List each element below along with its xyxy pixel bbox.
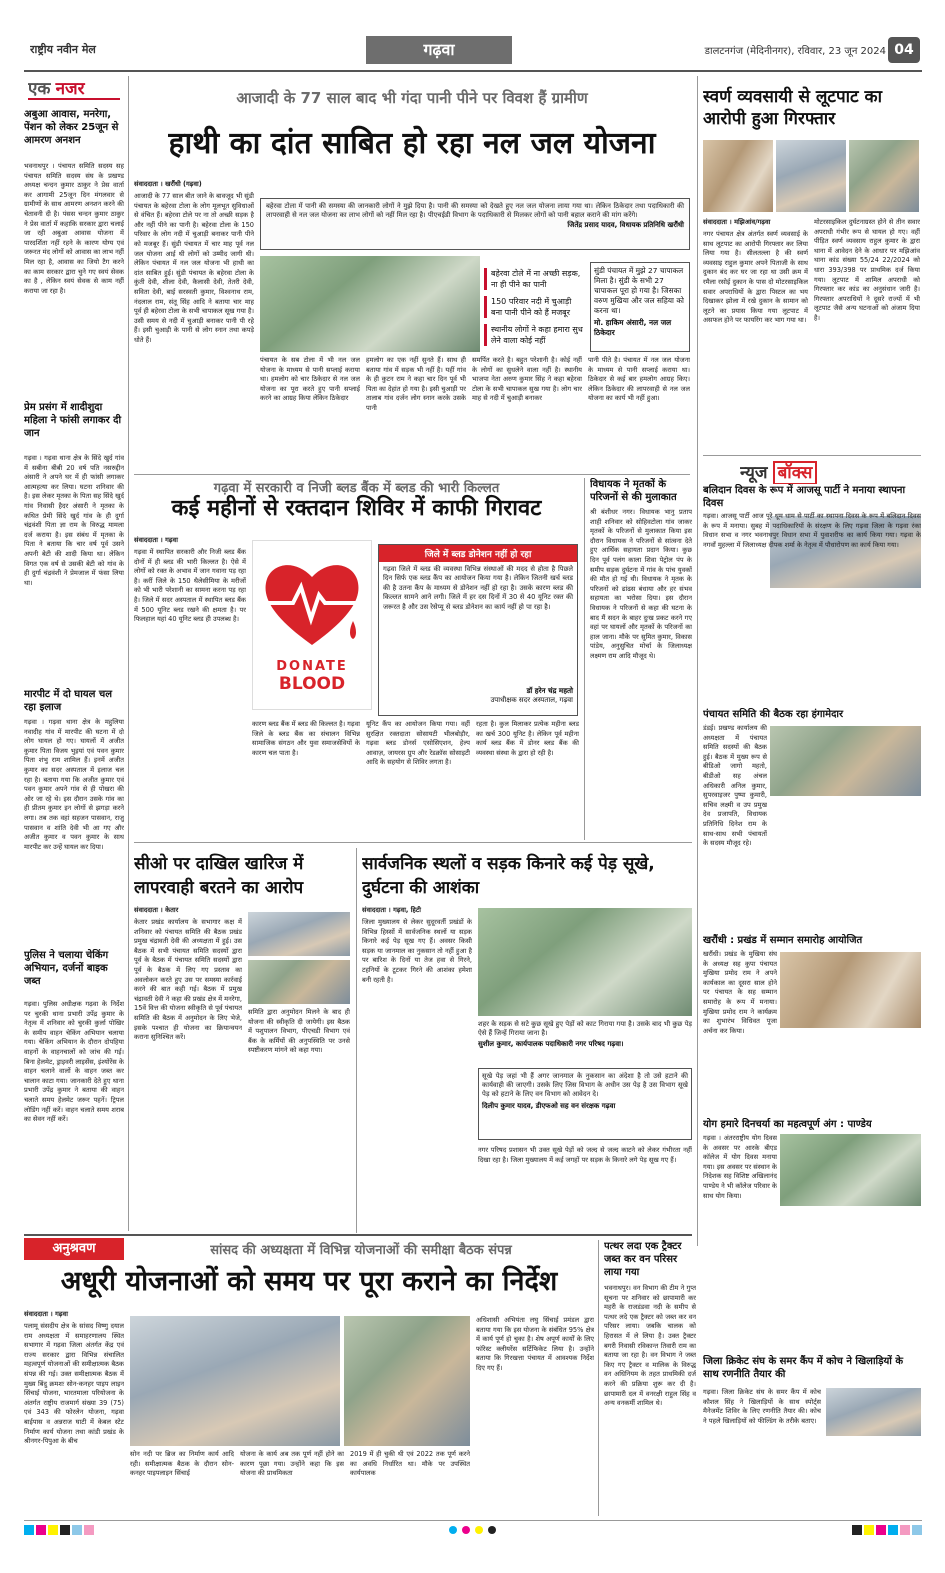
news-box-item2-title: पंचायत समिति की बैठक रहा हंगामेदार <box>703 709 844 720</box>
heart-pulse-icon <box>253 547 371 657</box>
blood-box-body: गढ़वा जिले में ब्लड की व्यवस्था विभिन्न संस्थाओं की मदद से होता है पिछले दिन सिर्फ एक ब्लड कैंप का आयोजन किया गया है। लेकिन जितनी खर्च ब्लड की है उतना कैंप के माध्यम से डोनेशन नहीं हो रहा है। उसके कारण ब्लड की किल्लत सामने आने लगी। जिले में हर दस दिनों में 30 से 40 यूनिट रक्त की जरूरत है और उस रेसेप्यू से ब्लड डोनेशन का कार्य नहीं हो पा रहा है। <box>383 565 573 611</box>
ek-nazar-item3-body: गढ़वा । गढ़वा थाना क्षेत्र के महुलिया नवादीह गांव में मारपीट की घटना में दो लोग घायल हो गए। घायलों में अजीत कुमार पिता विजय भुइयां एवं पवन कुमार पिता शंभु राम शामिल हैं। इनमें अजीत कुमार का सदर अस्पताल में इलाज चल रहा है। बताया गया कि अजीत कुमार एवं पवन कुमार अपने गांव से ही पोखरा की ओर जा रहे थे। इस दौरान उसके गांव का ही प्रीतम कुमार इन लोगों से झगड़ा करने लगा। तब तक वहां सहजन पासवान, राजु पासवान व शांति देवी भी आ गए और अजीत कुमार व पवन कुमार के साथ मारपीट कर उन्हें घायल कर दिया। <box>24 718 124 851</box>
lead-body-4: समर्पित करते है। बहुत परेशानी है। कोई नहीं के लोगों का सुधलेने वाला नहीं है। स्थानीय भाजपा नेता अरुण कुमार सिंह ने कहा बहेरवा टोला के सभी चापाकल सुख गया है। लोग चार माह से नदी में चुआड़ी बनाकर <box>472 356 582 403</box>
news-box-item3-title: खरौंधी : प्रखंड में सम्मान समारोह आयोजित <box>703 935 863 946</box>
robbery-body-1: नगर पंचायत क्षेत्र अंतर्गत स्वर्ण व्यवसाई के साथ लूटपाट का आरोपी गिरफ्तार कर लिया लिया गया है। सीलतल्ला है की स्वर्ण व्यवसाइ राहुल कुमार अपने पिताजी के साथ दुकान बंद कर घर जा रहा था उसी क्रम में रमैला रसोई दुकान के पास दो मोटरसाइकिल सवार अपराधियों के द्वारा पिस्टल का भय दिखाकर झोला में रखे दुकान के सामान को लूटने का प्रयास किया गया लूटपाट में असफल होने पर फायरिंग कर भाग गया था। <box>703 230 808 325</box>
blood-headline: कई महीनों से रक्तदान शिविर में काफी गिरावट <box>171 496 542 521</box>
lead-quote: बहेरवा टोला में पानी की समस्या की जानकारी लोगों ने मुझे दिया है। पानी की समस्या को देखते हुए नल जल योजना लाया गया था। लेकिन ठिकेदार तथा पदाधिकारी की लापरवाही से नल जल योजना का लाभ लोगों को नहीं मिल रहा है। पीएचईडी विभाग के पदाधिकारी से मिलकर लोगों को पानी बहाल कराने की मांग करेंगे। <box>266 202 684 219</box>
trees-dateline: संवाददाता । गढ़वा, हिटी <box>362 906 421 914</box>
lead-headline: हाथी का दांत साबित हो रहा नल जल योजना <box>168 126 656 161</box>
lead-side-quote-text: सुंडी पंचायत में मुझे 27 चापाकल मिला है। सुंडी के सभी 27 चापाकल पूरा हो गया है। जिसका वरुण मुखिया और जल सहिया को करना था। <box>594 266 684 315</box>
lead-quote-box <box>260 198 690 250</box>
trees-body-3: नगर परिषद प्रशासन भी उक्त सूखे पेड़ों को जल्द से जल्द काटने को लेकर गंभीरता नहीं दिखा रहा है। जिला मुख्यालय में कई जगहों पर सड़क के किनारे लगे पेड़ सूख गए हैं। <box>478 1146 692 1164</box>
news-box-label-b: बॉक्स <box>773 461 818 484</box>
donate-blood-text <box>253 659 371 694</box>
robbery-photo-2 <box>776 140 846 212</box>
bottom-rule <box>24 1234 692 1236</box>
news-box-item1-body: गढ़वा। आजसू पार्टी आज पूरे धूम धाम से पार्टी का स्थापना दिवस के रूप में बलिदान दिवस के रूप में मनाया। सुबह में पदाधिकारियों के संरक्षण के लिए गढ़वा जिला के गढ़वा रंका विधान सभा व नगर भवनाथपुर विधान सभा में युवाशरीफ का कार्य किया गया। गढ़वा के नगवाँ मुहल्ला में जिलाध्यक्ष दीपक शर्मा के नेतृत्व में पौधारोपण का कार्य किया गया। <box>703 512 921 549</box>
right-divider <box>697 76 698 1246</box>
tractor-body: भवनाथपुर। वन विभाग की टीम ने गुप्त सूचना पर शनिवार को छापामारी कर महरी के राजडंडवा नदी के समीप से पत्थर लदे एक ट्रैक्टर को जब्त कर वन परिसर लाया। जबकि चालक को हिरासत में ले लिया है। उक्त ट्रैक्टर बगरी निवासी रविकान्त तिवारी राम का बताया जा रहा है। वन विभाग ने जब्त किए गए ट्रैक्टर व मालिक के विरुद्ध वन अधिनियम के तहत प्राथमिकी दर्ज करने की प्रक्रिया शुरू कर दी है। छापामारी दल में वनरक्षी राहुल सिंह व अन्य वनकर्मी शामिल थे। <box>604 1284 696 1408</box>
blood-text: BLOOD <box>278 674 346 694</box>
anushravan-label: अनुश्रवण <box>24 1238 124 1260</box>
anushravan-body-5: 2019 में ही चुकी थी एवं 2022 तक पूर्ण करने का अवधि निर्धारित था। मौके पर उपस्थित कार्यपालक <box>350 1450 470 1478</box>
registration-marks <box>449 1526 498 1534</box>
blood-body-2: कारण ब्लड बैंक में ब्लड की किल्लत है। गढ़वा जिले के ब्लड बैंक का संचालन विभिन्न सामाजिक संगठन और युवा समाजसेवियों के कारण चल पाता है। <box>252 720 360 757</box>
anushravan-body-4: अधिशासी अभियंता लघु सिंचाई प्रमंडल द्वारा बताया गया कि इस योजना के संबंधित 95% क्षेत्र में कार्य पूर्ण हो चुका है। शेष अपूर्ण कार्यों के लिए फॉरेस्ट क्लीयरेंस सर्टिफिकेट लिया है। उन्होंने बताया कि गिरखत्ता पंचायत में आवश्यक निर्देश दिए गए हैं। <box>476 1316 594 1372</box>
ek-nazar-item4-title: पुलिस ने चलाया चेकिंग अभियान, दर्जनों बाइक जब्त <box>24 950 109 987</box>
lead-body-1: आजादी के 77 साल बीत जाने के बावजूद भी सुंडी पंचायत के बहेरवा टोला के लोग मूलभूत सुविधाओं से वंचित हैं। बहेरवा टोले पर ना तो अच्छी सड़क है और नहीं पीने का पानी है। बहेरवा टोला के 150 परिवार के लोग नदी में चुआड़ी बनाकर पानी पीने को मजबूर हैं। सुंडी पंचायत में चार माह पूर्व नल जल योजना आई थी लोगों को उम्मीद जागी थी। लेकिन पंचायत में नल जल योजना भी हाथी का दांत साबित हुई। सुंडी पंचायत के बहेरवा टोला के कुंती देवी, शीला देवी, कैलासी देवी, तेतरी देवी, सविता देवी, बाई सरस्वती कुमार, विश्वनाथ राम, नंदलाल राम, संतू सिंह आदि ने बताया चार माह पूर्व ही बहेरवा टोला के सभी चापाकल सूख गया है। उसी समय से नदी में चुआड़ी बनाकर पानी पी रहे हैं। इसी चुआड़ी के पानी से लोग स्नान तथा कपड़े धोते हैं। <box>134 192 254 344</box>
trees-photo <box>478 908 692 1016</box>
news-box-item4-photo <box>780 1134 921 1206</box>
cio-dateline: संवाददाता । केतार <box>134 906 179 914</box>
news-box-item3-body: खरौंधी। प्रखंड के मुखिया संघ के अध्यक्ष सह कुपा पंचायत मुखिया प्रमोद राम ने अपने कार्यकाल का दूसरा साल होने पर पंचायत के सह सम्मान समारोह के रूप में मनाया। मुखिया प्रमोद राम ने कार्यक्रम का शुभारंभ विधिवत पूजा अर्चना कर किया। <box>703 950 777 1035</box>
news-box-item5-photo <box>826 1388 921 1436</box>
ek-nazar-item3-title: मारपीट में दो घायल चल रहा इलाज <box>24 689 112 713</box>
trees-caption-text: शहर के सड़क से सटे कुछ सूखे हुए पेड़ों को काट गिराया गया है। उसके बाद भी कुछ पेड़ ऐसे हैं जिन्हें गिराया जाना है। <box>478 1020 692 1038</box>
anushravan-kicker: सांसद की अध्यक्षता में विभिन्न योजनाओं की समीक्षा बैठक संपन्न <box>210 1243 512 1258</box>
ek-nazar-item4-body: गढ़वा। पुलिस अधीक्षक गढ़वा के निर्देश पर चुरकी थाना प्रभारी उपेंद्र कुमार के नेतृत्व में शनिवार को चुरकी कुर्ला पोखिर के समीप वाहन चेकिंग अभियान चलाया गया। चेकिंग अभियान के दौरान दोपहिया वाहनों के वाहनचालों को जांच की गई। बिना हेलमेट, ड्राइवरी लाइसेंस, इंश्योरेंस के वाहन चलाने वालों के वाहन जब्त कर चालान काटा गया। जानकारी देते हुए थाना प्रभारी उपेंद्र कुमार ने बताया की वाहन चलाते समय हेलमेट जरूर पहनें। ट्रिपल लोडिंग नहीं करें। वाहन चलाते समय शराब का सेवन नहीं करें। <box>24 1000 124 1124</box>
news-box-item3-photo <box>780 952 921 1028</box>
lead-body-5: पानी पीते है। पंचायत में नल जल योजना के माध्यम से पानी सप्लाई कराया था। ठिकेदार से कई बार हमलोग आग्रह किए। लेकिन ठिकेदार की लापरवाही से नल जल योजना का कार्य भी नहीं हुआ। <box>588 356 690 403</box>
lead-photo-villagers <box>260 256 480 352</box>
robbery-dateline: संवाददाता । मझिआंव/गढ़वा <box>703 218 771 226</box>
anushravan-body-1: पलामू संसदीय क्षेत्र के सांसद विष्णु दयाल राम अध्यक्षता में समाहरणालय स्थित सभागार में गढ़वा जिला अंतर्गत केंद्र एवं राज्य सरकार द्वारा विभिन्न संचालित महत्वपूर्ण योजनाओं की समीक्षात्मक बैठक संपन्न की गई। उक्त समीक्षात्मक बैठक में मुख्य बिंदु क्रमशः सोन-कनहर पाइप लाइन सिंचाई योजना, भारतमाला परियोजना के अंतर्गत राष्ट्रीय राजमार्ग संख्या 39 (75) एवं 343 की फोरलेन योजना, गढ़वा बाईपास व अन्नराज घाटी में केबल स्टेट निर्माण कार्य योजना तथा कांडी प्रखंड के श्रीनगर-पिपुआ के बीच <box>24 1322 124 1446</box>
blood-box <box>378 544 578 716</box>
registration-bar <box>24 1524 922 1536</box>
trees-caption-by: सुशील कुमार, कार्यपालक पदाधिकारी नगर परिषद गढ़वा। <box>478 1040 624 1049</box>
ek-nazar-item2-body: गढ़वा । गढ़वा थाना क्षेत्र के सिंदे खुर्द गांव में सबीना बीबी 20 वर्ष पति नसरुद्दीन अंसारी ने अपने घर में ही फांसी लगाकर आत्महत्या कर लिया। घटना शनिवार की है। इस लेकर मृतका के पिता सह सिंदे खुर्द गांव निवासी हैदर अंसारी ने मृतका के कथित प्रेमी सिंदे खुर्द गांव के ही दुर्गा चंद्रवंशी पिता ज्ञा राम के विरुद्ध मामला दर्ज कराया है। इस संबंध में मृतका के पिता ने बताया कि चार वर्ष पूर्व उसने अपनी बेटी की शादी किया था। लेकिन विगत एक वर्ष से उसकी बेटी को गांव के ही दुर्गा चंद्रवंशी ने प्रेमजाल में फंसा लिया था। <box>24 454 124 587</box>
anushravan-dateline: संवाददाता । गढ़वा <box>24 1310 68 1318</box>
ek-nazar-column <box>24 76 124 1231</box>
news-box-item2-body: डंडई। प्रखण्ड कार्यालय की अध्यक्षता में पंचायत समिति सदस्यों की बैठक हुई। बैठक में मुख्य रूप से बीडिओ जागो महतो, बीडीओ सह अंचल अधिकारी अनिल कुमार, सुपरवाइजर पुष्पा कुमारी, सचिव लक्ष्मी व उप प्रमुख देव प्रजापति, विधायक प्रतिनिधि दिनेश राम के साथ-साथ सभी पंचायतों के सदस्य मौजूद रहे। <box>703 724 767 848</box>
ek-nazar-item1-body: भवनाथपुर । पंचायत समिति सदस्य सह पंचायत समिति सदस्य संघ के प्रखण्ड अध्यक्ष चन्दन कुमार ठाकुर ने प्रेस वार्ता कर आगामी 25जून दिन मंगलवार से ग्रामीणों के साथ आमरण अनशन करने की चेतावनी दी है। पंसस चन्दन कुमार ठाकुर ने प्रेस वार्ता में कहाकि सरकार द्वारा चलाई जा रही अबुआ आवास योजना में पारदर्शिता नहीं रहने के कारण योग्य एवं जरूरत मंद लोगों को आवास का लाभ नहीं मिल रहा है, आवास का जियो टैग करने का काम सरकार द्वारा चुने गए स्वयं सेवक का है , लेकिन स्वयं सेवक से काम नहीं कराया जा रहा है। <box>24 162 124 295</box>
news-box-item5-title: जिला क्रिकेट संघ के समर कैंप में कोच ने खिलाड़ियों के साथ रणनीति तैयार की <box>703 1356 904 1380</box>
mid-rule <box>134 842 692 843</box>
color-swatches-right <box>852 1525 922 1535</box>
news-box-item1-title: बलिदान दिवस के रूप में आजसू पार्टी ने मनाया स्थापना दिवस <box>703 485 906 509</box>
trees-headline: सार्वजनिक स्थलों व सड़क किनारे कई पेड़ सूखे, दुर्घटना की आशंका <box>362 854 655 898</box>
anushravan-photo-1 <box>130 1316 340 1446</box>
news-box-label-a: न्यूज <box>740 463 768 483</box>
footer-rule <box>24 1520 922 1521</box>
anushravan-headline: अधूरी योजनाओं को समय पर पूरा कराने का निर्देश <box>60 1266 558 1297</box>
paper-name: राष्ट्रीय नवीन मेल <box>30 43 96 56</box>
left-divider <box>128 76 129 1231</box>
news-box-label <box>740 460 890 484</box>
blood-graphic <box>252 540 372 710</box>
news-box-item5-body: गढ़वा। जिला क्रिकेट संघ के समर कैंप में कोच कौशल सिंह ने खिलाड़ियों के साथ स्पोर्ट्स मैनेजमेंट शिविर के लिए रणनीति तैयार की। कोच ने पहले खिलाड़ियों को फील्डिंग के तरीके बताए। <box>703 1388 821 1425</box>
masthead-rule <box>24 70 922 72</box>
blood-body-4: रहता है। कुल मिलाकर प्रत्येक महीना ब्लड का खर्च 300 यूनिट है। लेकिन पूर्व महीना कार्य ब्लड बैंक में डोनर ब्लड बैंक की व्यवस्था संस्था के द्वारा हो रही है। <box>476 720 579 757</box>
robbery-rule <box>703 455 921 456</box>
blood-box-by1: डॉ हरेन चंद्र महतो <box>526 686 573 695</box>
lead-bullet-3: स्थानीय लोगों ने कहा हमारा सुध लेने वाला कोई नहीं <box>484 324 584 346</box>
trees-caption <box>478 1020 692 1062</box>
anushravan-body-2: सोन नदी पर ब्रिज का निर्माण कार्य आदि रही। समीक्षात्मक बैठक के दौरान सोन-कनहर पाइपलाइन सिंचाई <box>130 1450 234 1478</box>
cio-headline: सीओ पर दाखिल खारिज में लापरवाही बरतने का आरोप <box>134 854 304 898</box>
robbery-photo-1 <box>703 140 773 212</box>
blood-dateline: संवाददाता । गढ़वा <box>134 536 178 544</box>
cio-photo-1 <box>248 912 350 956</box>
ek-nazar-item1-title: अबुआ आवास, मनरेगा, पेंशन को लेकर 25जून से आमरण अनशन <box>24 109 119 146</box>
lead-bullets <box>484 268 584 346</box>
tractor-headline: पत्थर लदा एक ट्रैक्टर जब्त कर वन परिसर लाया गया <box>604 1241 682 1278</box>
ek-nazar-item2-title: प्रेम प्रसंग में शादीशुदा महिला ने फांसी लगाकर दी जान <box>24 402 122 439</box>
donate-text: DONATE <box>276 659 348 674</box>
trees-body-1: जिला मुख्यालय से लेकर सुदूरवर्ती प्रखंडों के विभिन्न हिस्सों में सार्वजनिक स्थलों या सड़क किनारे कई पेड़ सूख गए हैं। अवसर किसी सड़क या जानमाल का नुकसान तो नहीं हुआ है पर बारिश के दिनों या तेज हवा से गिरने, टहनियों के टूटकर गिरने की आशंका हमेशा बनी रहती है। <box>362 918 472 984</box>
ek-nazar-label-b: नजर <box>55 79 85 99</box>
lead-body-3: हमलोग का एक नहीं सुनते हैं। साथ ही बताया गांव में सड़क भी नहीं है। यहीं गांव के ही कुटन राम ने कहा चार दिन पूर्व भी पिता का देहांत हो गया है। इसी चुआड़ी पर तालाब गांव दर्जन लोग स्नान करके उसके पानी <box>366 356 466 412</box>
blood-body-1: गढ़वा में स्थापित सरकारी और निजी ब्लड बैंक दोनों में ही ब्लड की भारी किल्लत है। ऐसे में लोगों को रक्त के अभाव में जान गवाना पड़ रहा है। करीं जिले के 150 थैलेसीमिया के मरीजों को भी भारी परेशानी का सामना करना पड़ रहा है। जिले में सदर अस्पताल में स्थापित ब्लड बैंक में 500 यूनिट ब्लड रखने की क्षमता है। पर फिलहाल यहां 40 यूनिट ब्लड ही उपलब्ध है। <box>134 548 246 624</box>
cio-body-1: केतार प्रखंड कार्यालय के सभागार कक्ष में शनिवार को पंचायत समिति की बैठक प्रखंड प्रमुख चंद्रावती देवी की अध्यक्षता में हुई। उस बैठक में सभी पंचायत समिति सदस्यों द्वारा पूर्व के बैठक में पंचायत समिति सदस्यों द्वारा पूर्व के बैठक में लिए गए प्रस्ताव का अवलोकन करते हुए उस पर समस्या कार्रवाई करने की बात कही गई। बैठक में प्रमुख चंद्रावती देवी ने कहा की प्रखंड क्षेत्र में मनरेगा, 15वें वित्त की योजना स्वीकृति से पूर्व पंचायत समिति की बैठक में अनुमोदन के लिए भेजे, इसके पश्चात ही योजना का क्रियान्वयन कराना सुनिश्चित करें। <box>134 918 242 1042</box>
robbery-photo-3 <box>849 140 919 212</box>
lead-kicker: आजादी के 77 साल बाद भी गंदा पानी पीने पर विवश हैं ग्रामीण <box>236 89 588 107</box>
ek-nazar-label-a: एक <box>28 79 51 99</box>
lead-bullet-2: 150 परिवार नदी में चुआड़ी बना पानी पीने को हैं मजबूर <box>484 296 584 318</box>
mla-headline: विधायक ने मृतकों के परिजनों से की मुलाकात <box>590 479 677 503</box>
cio-body-2: समिति द्वारा अनुमोदन मिलने के बाद ही योजना की स्वीकृति दी जायेगी। इस बैठक में पशुपालन विभाग, पीएचडी विभाग एवं बैंक के कर्मियों की अनुपस्थिति पर उनसे स्पष्टीकरण मांगने को कहा गया। <box>248 1008 350 1055</box>
cio-photo-2 <box>248 960 350 1004</box>
lead-quote-by: जितेंद्र प्रसाद यादव, विधायक प्रतिनिधि खरौंधी <box>567 221 684 229</box>
ek-nazar-label <box>28 76 120 100</box>
lead-rule <box>134 474 690 475</box>
news-box-item4-title: योग हमारे दिनचर्या का महत्वपूर्ण अंग : पाण्डेय <box>703 1119 872 1130</box>
color-swatches-left <box>24 1525 94 1535</box>
tractor-divider <box>598 1240 599 1516</box>
mla-divider <box>584 478 585 840</box>
blood-box-title: जिले में ब्लड डोनेशन नहीं हो रहा <box>379 545 577 562</box>
lead-body-2: पंचायत के सब टोला में भी नल जल योजना के माध्यम से पानी सप्लाई कराया था। हमलोग को चार ठिकेदार से नल जल योजना का पूरा करते हुए पानी सप्लाई करने का आग्रह किया लेकिन ठिकेदार <box>260 356 360 403</box>
blood-kicker: गढ़वा में सरकारी व निजी ब्लड बैंक में ब्लड की भारी किल्लत <box>213 481 500 496</box>
trees-quote-by: दिलीप कुमार यादव, डीएफओ सह वन संरक्षक गढ़वा <box>482 1101 616 1110</box>
news-box-item4-body: गढ़वा । अंतरराष्ट्रीय योग दिवस के अवसर पर आरके बीएड कॉलेज में योग दिवस मनाया गया। इस अवसर पर संस्थान के निदेशक सह विशिष्ट अखिलानंद पाण्डेय ने भी कॉलेज परिवार के साथ योग किया। <box>703 1134 777 1200</box>
blood-box-by2: उपाधीक्षक सदर अस्पताल, गढ़वा <box>490 696 573 704</box>
section-name: गढ़वा <box>366 36 512 64</box>
blood-body-3: यूनिट कैंप का आयोजन किया गया। वहीं सुरक्षित रक्तदाता सोसायटी भीलबोड़ौर, गढ़वा ब्लड डोनर्स एसोसिएशन, हेल्प आवाज़, जायरस ग्रुप और रेडक्रॉस सोसाइटी आदि के सहयोग से शिविर लगता है। <box>366 720 470 767</box>
news-box-item2-photo <box>770 726 921 796</box>
page-dateline: डालटनगंज (मेदिनीनगर), रविवार, 23 जून 2024 <box>704 46 886 57</box>
lead-side-quote <box>590 262 690 352</box>
trees-divider <box>356 848 357 1233</box>
mla-body: श्री बंशीधर नगर। विधायक भानु प्रताप शाही शनिवार को सोहिवटोला गांव जाकर मृतकों के परिजनों से मुलाकात किया इस दौरान विधायक ने परिजनों से सांत्वना देते हुए आर्थिक सहायता प्रदान किया। कुछ दिन पूर्व पलंग काला शिवा पेट्रोल पंप के समीप सड़क दुर्घटना में गांव के पांच युवकों की मौत हो गई थी। विधायक ने मृतक के परिजनों को ढांढस बंधाया और हर संभव सहायता का भरोसा दिया। इस दौरान विधायक ने परिजनों से कहा की घटना के बाद मैं सदन के बाहर दुःख प्रकट करने गए वहां पर घायलों और मृतकों के परिजनों का हाल जाना। मौके पर सुमित कुमार, विकास पांडेय, अनुसुचित मोर्चा के जिलाध्यक्ष लक्ष्मण राम आदि मौजूद थे। <box>590 508 692 660</box>
lead-dateline: संवाददाता । खरौंधी (गढ़वा) <box>134 180 202 188</box>
lead-bullet-1: बहेरवा टोले में ना अच्छी सड़क, ना ही पीने का पानी <box>484 268 584 290</box>
page-number: 04 <box>888 37 920 63</box>
masthead <box>24 34 922 68</box>
anushravan-body-3: योजना के कार्य अब तक पूर्ण नहीं होने का कारण पूछा गया। उन्होंने कहा कि इस योजना की प्राथमिकता <box>240 1450 344 1478</box>
lead-side-quote-by: मो. हाकिम अंसारी, नल जल ठिकेदार <box>594 318 672 337</box>
anushravan-photo-2 <box>344 1316 470 1446</box>
robbery-body-2: मोटरसाइकिल दुर्घटनाग्रस्त होने से तीन सवार अपराधी गंभीर रूप से घायल हो गए। वहीं पीड़ित स्वर्ण व्यवसाय राहुल कुमार के द्वारा थाना में आवेदन देने के आधार पर मझिआंव थाना कांड संख्या 55/24 22/2024 को धारा 393/398 पर प्राथमिक दर्ज किया गया। लूटपाट में शामिल अपराधी को गिरफ्तार कर कांड का अनुसंधान जारी है। गिरफ्तार अपराधियों ने दूसरे राज्यों में भी लूटपाट जैसे अन्य घटनाओं को अंजाम दिया है। <box>814 218 920 322</box>
trees-quote: सूखे पेड़ जहां भी हैं अगर जानमाल के नुकसान का अंदेशा है तो उसे हटाने की कार्यवाही की जाएगी। उसके लिए जिस विभाग के अधीन उस पेड़ है उस विभाग सूखे पेड़ को हटाने के लिए वन विभाग को आवेदन दे। <box>482 1072 688 1099</box>
trees-quote-box <box>478 1068 692 1140</box>
robbery-headline: स्वर्ण व्यवसायी से लूटपाट का आरोपी हुआ गिरफ्तार <box>703 87 882 129</box>
